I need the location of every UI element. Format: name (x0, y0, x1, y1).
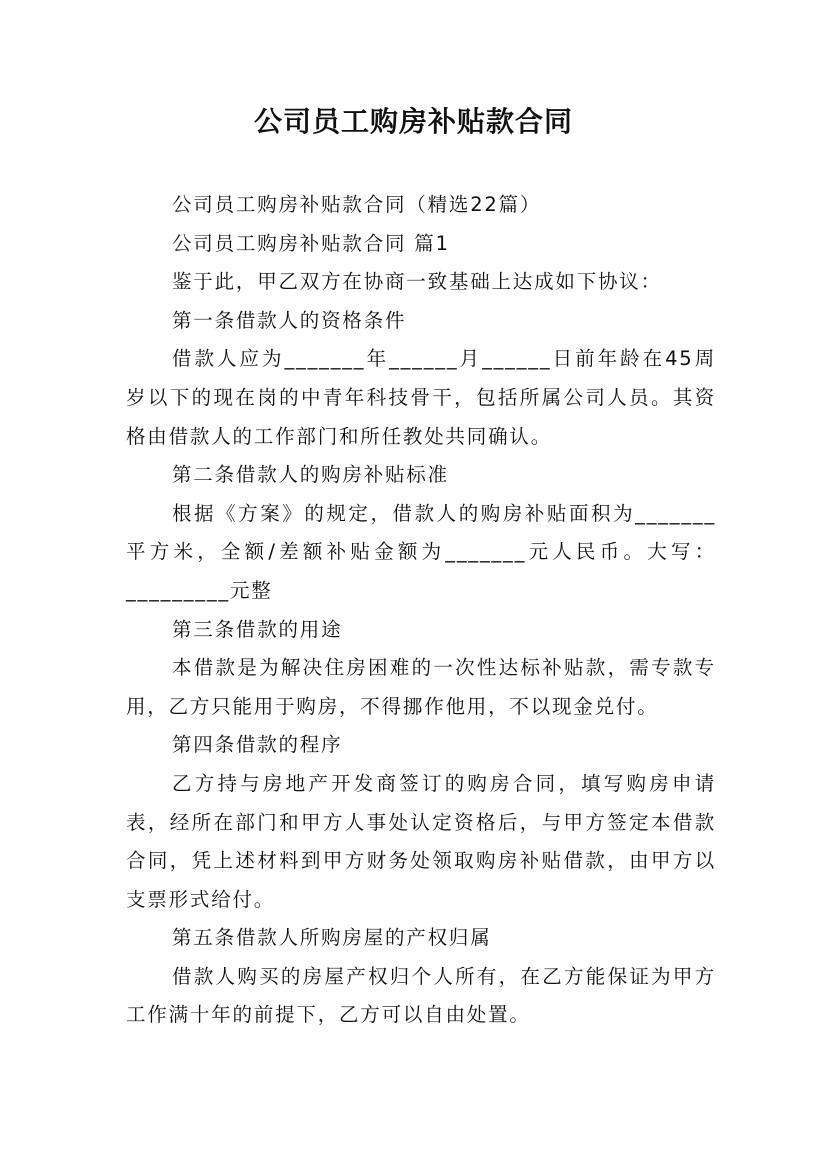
clause-4-body: 乙方持与房地产开发商签订的购房合同，填写购房申请表，经所在部门和甲方人事处认定资格后，与甲方签定本借款合同，凭上述材料到甲方财务处领取购房补贴借款，由甲方以支票形式给付。 (126, 771, 716, 911)
clause-5-heading: 第五条借款人所购房屋的产权归属 (172, 926, 492, 950)
clause-1-heading: 第一条借款人的资格条件 (172, 308, 407, 332)
clause-5-body: 借款人购买的房屋产权归个人所有，在乙方能保证为甲方工作满十年的前提下，乙方可以自由处置。 (126, 964, 716, 1027)
paragraph-preamble: 鉴于此，甲乙双方在协商一致基础上达成如下协议： (172, 270, 662, 294)
clause-4-heading: 第四条借款的程序 (172, 733, 343, 757)
paragraph-section-heading: 公司员工购房补贴款合同 篇1 (172, 231, 450, 255)
clause-3-heading: 第三条借款的用途 (172, 617, 343, 641)
clause-1-body: 借款人应为_______年______月______日前年龄在45周岁以下的现在岗的中青年科技骨干，包括所属公司人员。其资格由借款人的工作部门和所任教处共同确认。 (126, 347, 716, 448)
document-title: 公司员工购房补贴款合同 (253, 105, 573, 138)
clause-3-body: 本借款是为解决住房困难的一次性达标补贴款，需专款专用，乙方只能用于购房，不得挪作他用，不以现金兑付。 (126, 656, 716, 718)
document-body (126, 186, 716, 1035)
clause-2-heading: 第二条借款人的购房补贴标准 (172, 463, 449, 487)
paragraph-subtitle: 公司员工购房补贴款合同（精选22篇） (172, 193, 542, 216)
clause-2-body: 根据《方案》的规定，借款人的购房补贴面积为_______平方米，全额/差额补贴金额为_______元人民币。大写：_________元整 (126, 501, 716, 602)
